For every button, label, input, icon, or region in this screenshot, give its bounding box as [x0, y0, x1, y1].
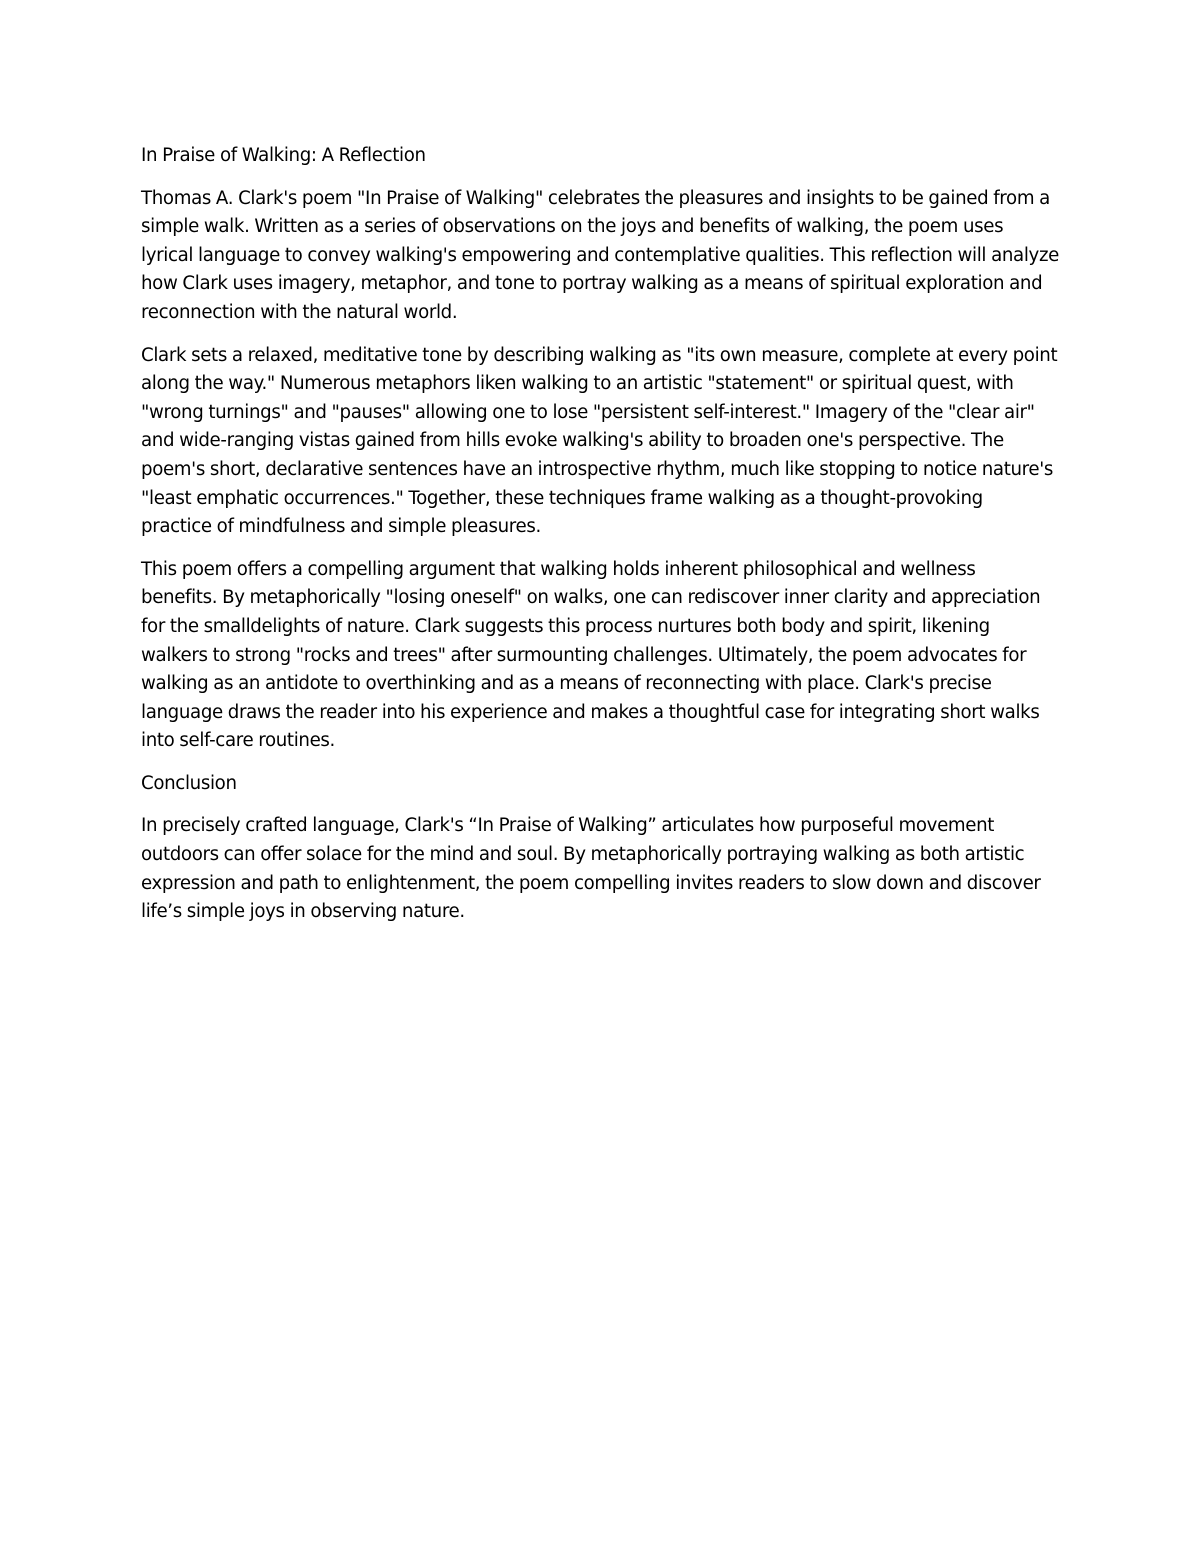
text-line: Thomas A. Clark's poem "In Praise of Walking" celebrates the pleasures and insights to be gained from a	[141, 187, 1050, 209]
text-line: Clark sets a relaxed, meditative tone by describing walking as "its own measure, complete at every point	[141, 344, 1058, 366]
text-line: lyrical language to convey walking's empowering and contemplative qualities. This reflection will analyze	[141, 244, 1059, 266]
text-line: simple walk. Written as a series of observations on the joys and benefits of walking, the poem uses	[141, 216, 1004, 238]
text-line: for the smalldelights of nature. Clark suggests this process nurtures both body and spirit, likening	[141, 615, 990, 637]
text-line: "wrong turnings" and "pauses" allowing one to lose "persistent self-interest." Imagery of the "clear air"	[141, 401, 1035, 423]
title-text: In Praise of Walking: A Reflection	[141, 145, 426, 166]
text-line: walking as an antidote to overthinking and as a means of reconnecting with place. Clark's precise	[141, 673, 992, 695]
text-line: poem's short, declarative sentences have an introspective rhythm, much like stopping to notice nature's	[141, 458, 1054, 480]
paragraph-intro	[141, 185, 1061, 328]
text-line: how Clark uses imagery, metaphor, and tone to portray walking as a means of spiritual exploration and	[141, 273, 1043, 295]
text-line: "least emphatic occurrences." Together, these techniques frame walking as a thought-provoking	[141, 487, 983, 509]
text-line: walkers to strong "rocks and trees" after surmounting challenges. Ultimately, the poem advocates for	[141, 644, 1027, 666]
paragraph-analysis	[141, 342, 1061, 542]
text-line: along the way." Numerous metaphors liken walking to an artistic "statement" or spiritual quest, with	[141, 373, 1014, 395]
text-line: practice of mindfulness and simple pleasures.	[141, 516, 541, 538]
text-line: life’s simple joys in observing nature.	[141, 901, 465, 923]
text-line: In precisely crafted language, Clark's “In Praise of Walking” articulates how purposeful movement	[141, 815, 995, 837]
paragraph-conclusion	[141, 812, 1061, 926]
text-line: This poem offers a compelling argument that walking holds inherent philosophical and wellness	[141, 558, 976, 580]
text-line: and wide-ranging vistas gained from hills evoke walking's ability to broaden one's perspective. The	[141, 430, 1004, 452]
text-line: reconnection with the natural world.	[141, 301, 458, 323]
document-body	[141, 142, 1061, 941]
text-line: expression and path to enlightenment, the poem compelling invites readers to slow down and discover	[141, 872, 1041, 894]
heading-text: Conclusion	[141, 772, 237, 794]
text-line: benefits. By metaphorically "losing oneself" on walks, one can rediscover inner clarity and appreciation	[141, 587, 1041, 609]
paragraph-argument	[141, 556, 1061, 756]
document-title	[141, 142, 1061, 171]
text-line: into self-care routines.	[141, 730, 335, 752]
conclusion-heading	[141, 770, 1061, 799]
text-line: language draws the reader into his experience and makes a thoughtful case for integrating short walks	[141, 701, 1040, 723]
text-line: outdoors can offer solace for the mind and soul. By metaphorically portraying walking as both artistic	[141, 844, 1025, 866]
